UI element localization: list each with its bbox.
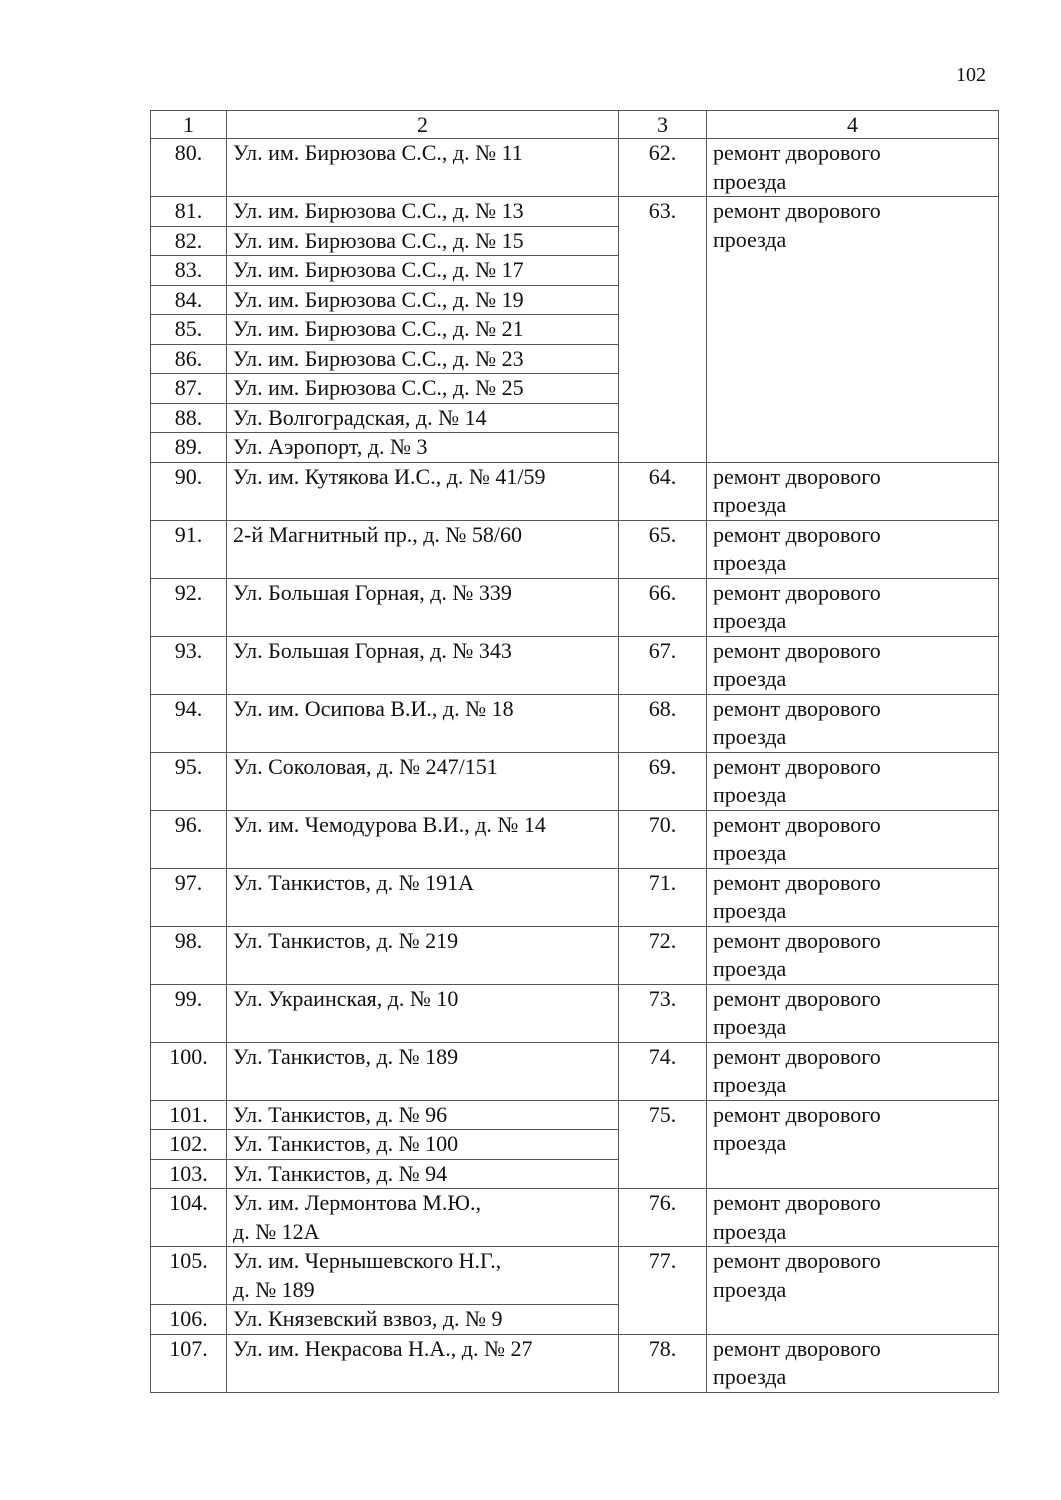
row-number: 92. <box>151 578 227 636</box>
work-type-cell <box>707 926 999 984</box>
object-number: 64. <box>619 462 707 520</box>
address-cell: Ул. им. Бирюзова С.С., д. № 17 <box>227 256 619 286</box>
address-cell: Ул. Волгоградская, д. № 14 <box>227 403 619 433</box>
work-type-cell <box>707 810 999 868</box>
row-number: 85. <box>151 315 227 345</box>
work-type-line: проезда <box>713 226 787 252</box>
row-number: 99. <box>151 984 227 1042</box>
address-line: Ул. им. Чернышевского Н.Г., <box>233 1248 502 1273</box>
row-number: 103. <box>151 1159 227 1189</box>
address-cell: Ул. им. Бирюзова С.С., д. № 15 <box>227 226 619 256</box>
work-type-cell <box>707 578 999 636</box>
address-cell: Ул. Большая Горная, д. № 343 <box>227 636 619 694</box>
header-cell: 4 <box>707 111 999 139</box>
row-number: 93. <box>151 636 227 694</box>
work-type-cell <box>707 1247 999 1335</box>
address-cell: Ул. им. Чемодурова В.И., д. № 14 <box>227 810 619 868</box>
object-number: 71. <box>619 868 707 926</box>
address-cell: Ул. им. Бирюзова С.С., д. № 19 <box>227 285 619 315</box>
table-row <box>151 1334 999 1392</box>
work-type-line: ремонт дворового <box>713 1101 881 1127</box>
address-cell: Ул. Князевский взвоз, д. № 9 <box>227 1305 619 1335</box>
address-cell: Ул. им. Бирюзова С.С., д. № 11 <box>227 139 619 197</box>
work-type-line: ремонт дворового <box>713 1043 881 1069</box>
row-number: 102. <box>151 1130 227 1160</box>
work-type-line: ремонт дворового <box>713 198 881 223</box>
work-type-line: ремонт дворового <box>713 1248 881 1273</box>
work-type-line: ремонт дворового <box>713 927 881 953</box>
address-cell: Ул. Танкистов, д. № 96 <box>227 1100 619 1130</box>
work-type-cell <box>707 694 999 752</box>
row-number: 81. <box>151 197 227 227</box>
work-type-line: ремонт дворового <box>713 869 881 895</box>
row-number: 106. <box>151 1305 227 1335</box>
row-number: 88. <box>151 403 227 433</box>
address-line: д. № 12А <box>233 1218 320 1244</box>
object-number: 77. <box>619 1247 707 1335</box>
table-row <box>151 752 999 810</box>
work-type-line: ремонт дворового <box>713 811 881 837</box>
table-row <box>151 636 999 694</box>
object-number: 68. <box>619 694 707 752</box>
address-cell <box>227 1189 619 1247</box>
work-type-line: ремонт дворового <box>713 1335 881 1361</box>
work-type-cell <box>707 139 999 197</box>
table-row <box>151 1042 999 1100</box>
work-type-cell <box>707 520 999 578</box>
work-type-line: проезда <box>713 1276 787 1302</box>
address-cell: Ул. им. Осипова В.И., д. № 18 <box>227 694 619 752</box>
work-type-line: ремонт дворового <box>713 695 881 721</box>
address-cell: Ул. им. Бирюзова С.С., д. № 25 <box>227 374 619 404</box>
row-number: 98. <box>151 926 227 984</box>
row-number: 96. <box>151 810 227 868</box>
address-cell: Ул. им. Кутякова И.С., д. № 41/59 <box>227 462 619 520</box>
work-type-line: ремонт дворового <box>713 985 881 1011</box>
work-type-line: ремонт дворового <box>713 1190 881 1215</box>
table-row <box>151 462 999 520</box>
row-number: 84. <box>151 285 227 315</box>
work-type-cell <box>707 868 999 926</box>
object-number: 66. <box>619 578 707 636</box>
row-number: 97. <box>151 868 227 926</box>
work-type-cell <box>707 752 999 810</box>
work-type-line: ремонт дворового <box>713 753 881 779</box>
row-number: 101. <box>151 1100 227 1130</box>
object-number: 62. <box>619 139 707 197</box>
address-cell: Ул. Танкистов, д. № 94 <box>227 1159 619 1189</box>
work-type-line: проезда <box>713 550 787 575</box>
object-number: 67. <box>619 636 707 694</box>
address-cell: Ул. Аэропорт, д. № 3 <box>227 433 619 463</box>
address-cell: Ул. Большая Горная, д. № 339 <box>227 578 619 636</box>
row-number: 91. <box>151 520 227 578</box>
address-cell: Ул. Соколовая, д. № 247/151 <box>227 752 619 810</box>
object-number: 76. <box>619 1189 707 1247</box>
table-header-row <box>151 111 999 139</box>
table-row <box>151 1189 999 1247</box>
work-type-cell <box>707 984 999 1042</box>
address-table <box>150 110 999 1393</box>
address-cell <box>227 1247 619 1305</box>
work-type-line: ремонт дворового <box>713 521 881 547</box>
work-type-cell <box>707 636 999 694</box>
address-cell: Ул. им. Бирюзова С.С., д. № 13 <box>227 197 619 227</box>
table-row <box>151 197 999 227</box>
work-type-line: ремонт дворового <box>713 463 881 489</box>
row-number: 87. <box>151 374 227 404</box>
row-number: 86. <box>151 344 227 374</box>
address-cell: 2-й Магнитный пр., д. № 58/60 <box>227 520 619 578</box>
object-number: 78. <box>619 1334 707 1392</box>
work-type-line: ремонт дворового <box>713 140 881 165</box>
table-row <box>151 1100 999 1130</box>
row-number: 80. <box>151 139 227 197</box>
work-type-line: проезда <box>713 840 787 865</box>
address-cell: Ул. Танкистов, д. № 219 <box>227 926 619 984</box>
object-number: 73. <box>619 984 707 1042</box>
page-number: 102 <box>956 64 986 86</box>
work-type-line: проезда <box>713 608 787 633</box>
table-row <box>151 578 999 636</box>
row-number: 104. <box>151 1189 227 1247</box>
work-type-cell <box>707 462 999 520</box>
work-type-line: проезда <box>713 666 787 691</box>
address-cell: Ул. Танкистов, д. № 189 <box>227 1042 619 1100</box>
header-cell: 1 <box>151 111 227 139</box>
work-type-cell <box>707 197 999 463</box>
address-line: д. № 189 <box>233 1276 315 1302</box>
row-number: 94. <box>151 694 227 752</box>
object-number: 74. <box>619 1042 707 1100</box>
row-number: 89. <box>151 433 227 463</box>
table-row <box>151 926 999 984</box>
work-type-line: проезда <box>713 168 787 194</box>
address-cell: Ул. Танкистов, д. № 191А <box>227 868 619 926</box>
table-row <box>151 984 999 1042</box>
work-type-line: проезда <box>713 1072 787 1097</box>
work-type-line: проезда <box>713 492 787 517</box>
row-number: 90. <box>151 462 227 520</box>
header-cell: 2 <box>227 111 619 139</box>
table-row <box>151 810 999 868</box>
work-type-cell <box>707 1334 999 1392</box>
row-number: 82. <box>151 226 227 256</box>
table-row <box>151 1247 999 1305</box>
row-number: 83. <box>151 256 227 286</box>
table-row <box>151 694 999 752</box>
address-cell: Ул. им. Бирюзова С.С., д. № 23 <box>227 344 619 374</box>
object-number: 69. <box>619 752 707 810</box>
work-type-cell <box>707 1042 999 1100</box>
work-type-line: проезда <box>713 956 787 981</box>
row-number: 100. <box>151 1042 227 1100</box>
table-row <box>151 139 999 197</box>
work-type-line: ремонт дворового <box>713 637 881 663</box>
work-type-line: проезда <box>713 724 787 749</box>
object-number: 72. <box>619 926 707 984</box>
table-row <box>151 520 999 578</box>
object-number: 75. <box>619 1100 707 1189</box>
row-number: 105. <box>151 1247 227 1305</box>
work-type-cell <box>707 1100 999 1189</box>
work-type-line: ремонт дворового <box>713 579 881 605</box>
address-cell: Ул. Танкистов, д. № 100 <box>227 1130 619 1160</box>
address-cell: Ул. им. Некрасова Н.А., д. № 27 <box>227 1334 619 1392</box>
address-cell: Ул. им. Бирюзова С.С., д. № 21 <box>227 315 619 345</box>
work-type-line: проезда <box>713 1364 787 1389</box>
work-type-cell <box>707 1189 999 1247</box>
object-number: 63. <box>619 197 707 463</box>
address-cell: Ул. Украинская, д. № 10 <box>227 984 619 1042</box>
work-type-line: проезда <box>713 1218 787 1244</box>
work-type-line: проезда <box>713 782 787 807</box>
object-number: 70. <box>619 810 707 868</box>
address-line: Ул. им. Лермонтова М.Ю., <box>233 1190 482 1215</box>
work-type-line: проезда <box>713 1130 787 1155</box>
row-number: 95. <box>151 752 227 810</box>
row-number: 107. <box>151 1334 227 1392</box>
work-type-line: проезда <box>713 898 787 923</box>
object-number: 65. <box>619 520 707 578</box>
header-cell: 3 <box>619 111 707 139</box>
table-row <box>151 868 999 926</box>
work-type-line: проезда <box>713 1014 787 1039</box>
